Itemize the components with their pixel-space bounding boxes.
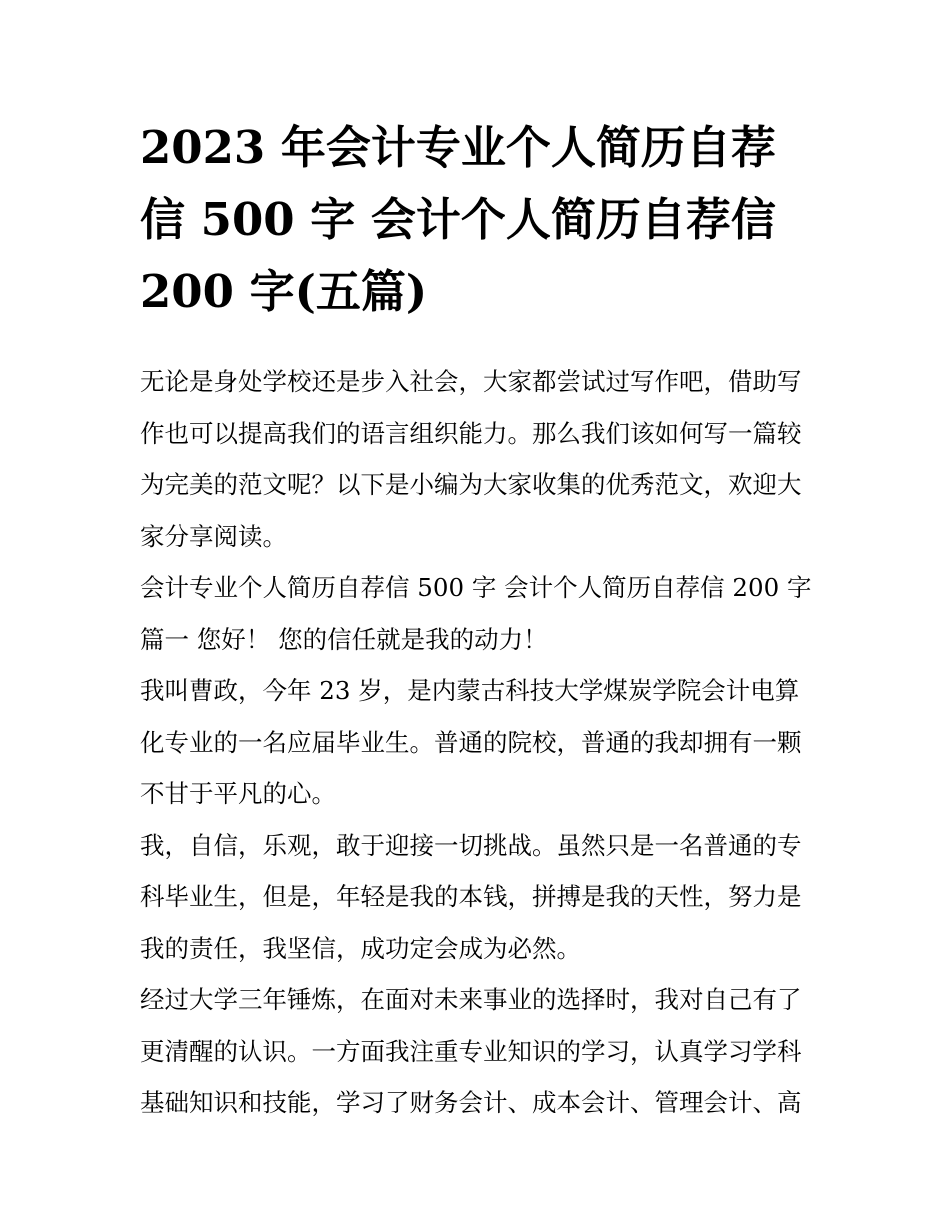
body-line: 我叫曹政，今年 23 岁，是内蒙古科技大学煤炭学院会计电算 <box>140 676 800 705</box>
body-line: 不甘于平凡的心。 <box>140 779 336 808</box>
title-line: 2023 年会计专业个人简历自荐 <box>140 121 776 174</box>
body-line: 无论是身处学校还是步入社会，大家都尝试过写作吧，借助写 <box>140 367 802 396</box>
body-line: 科毕业生，但是，年轻是我的本钱，拼搏是我的天性，努力是 <box>140 882 802 911</box>
document-title <box>140 112 820 328</box>
body-line: 基础知识和技能，学习了财务会计、成本会计、管理会计、高 <box>140 1088 802 1117</box>
body-line: 更清醒的认识。一方面我注重专业知识的学习，认真学习学科 <box>140 1036 802 1066</box>
title-line: 200 字(五篇) <box>140 265 428 318</box>
body-line: 作也可以提高我们的语言组织能力。那么我们该如何写一篇较 <box>140 418 802 448</box>
body-line: 会计专业个人简历自荐信 500 字 会计个人简历自荐信 200 字 <box>140 573 812 602</box>
body-line: 我，自信，乐观，敢于迎接一切挑战。虽然只是一名普通的专 <box>140 830 802 860</box>
body-line: 家分享阅读。 <box>140 521 287 551</box>
body-line: 篇一 您好！ 您的信任就是我的动力！ <box>140 624 548 654</box>
document-body <box>140 356 830 1129</box>
body-line: 我的责任，我坚信，成功定会成为必然。 <box>140 933 581 963</box>
body-line: 化专业的一名应届毕业生。普通的院校，普通的我却拥有一颗 <box>140 727 802 757</box>
body-line: 为完美的范文呢？以下是小编为大家收集的优秀范文，欢迎大 <box>140 470 802 499</box>
title-line: 信 500 字 会计个人简历自荐信 <box>140 193 776 246</box>
body-line: 经过大学三年锤炼，在面对未来事业的选择时，我对自己有了 <box>140 985 802 1014</box>
